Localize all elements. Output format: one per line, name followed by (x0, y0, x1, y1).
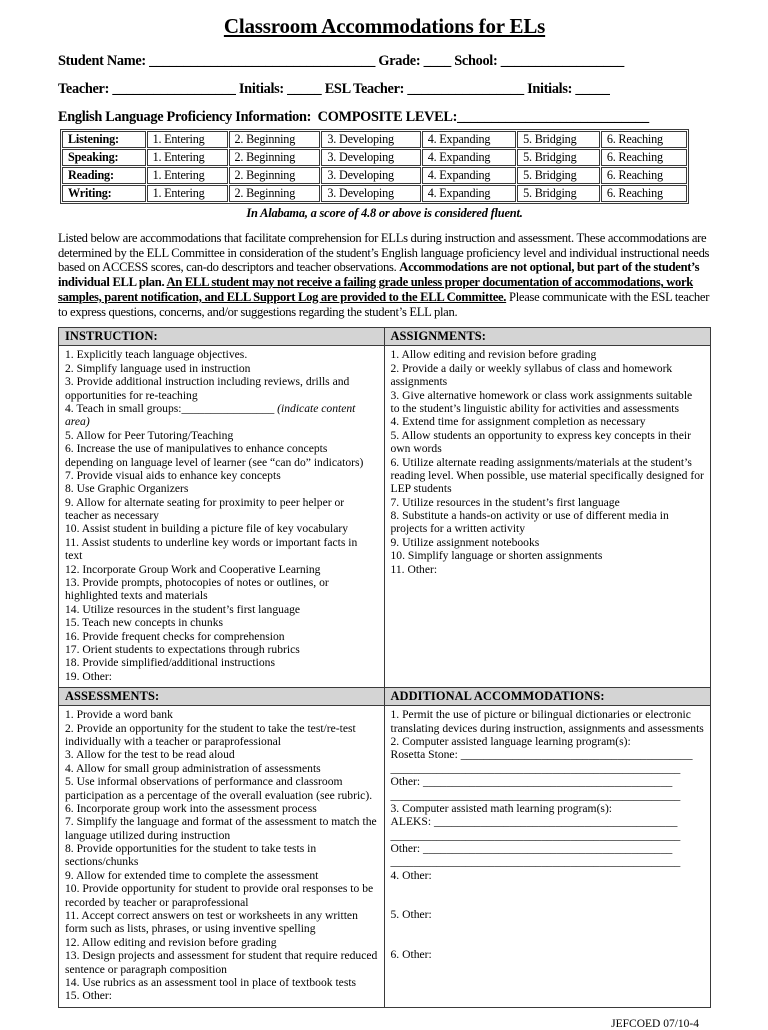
proficiency-row (62, 131, 687, 148)
document-footer: JEFCOED 07/10-4 (611, 1017, 699, 1030)
list-item: 2. Provide a daily or weekly syllabus of class and homework assignments (390, 361, 673, 389)
list-item: 15. Teach new concepts in chunks (65, 616, 224, 630)
list-item: 5. Allow for Peer Tutoring/Teaching (65, 428, 234, 442)
list-item: Other: ___________________________________________ (390, 842, 673, 856)
proficiency-row (62, 167, 687, 184)
proficiency-level-cell: 1. Entering (147, 185, 228, 202)
list-item-italic-note: (indicate content area) (65, 401, 356, 429)
proficiency-level-cell: 3. Developing (321, 185, 420, 202)
section-header-instruction: INSTRUCTION: (59, 328, 385, 346)
proficiency-level-cell: 6. Reaching (601, 167, 687, 184)
list-item: ALEKS: __________________________________________ (390, 815, 678, 829)
list-item: 3. Give alternative homework or class work assignments suitable to the student’s linguistic ability for activities and assessments (390, 388, 693, 415)
list-item: 6. Utilize alternate reading assignments/materials at the student’s reading level. When possible, use material specifically designed for LEP students (390, 455, 704, 496)
list-item: 9. Utilize assignment notebooks (390, 535, 540, 549)
intro-bold: Accommodations are not optional, but part of the student’s individual ELL plan. (58, 260, 700, 290)
proficiency-level-cell: 6. Reaching (601, 185, 687, 202)
student-info-line-2 (58, 81, 711, 98)
blank-line: ____ (423, 53, 451, 69)
instruction-list (59, 346, 385, 688)
list-item: 1. Provide a word bank (65, 708, 173, 722)
accommodations-table (58, 327, 711, 1007)
blank-line: _________________________________ (149, 53, 376, 69)
field-label: Student Name: (58, 53, 150, 69)
proficiency-level-cell: 3. Developing (321, 131, 420, 148)
intro-normal-2: Please communicate with the ESL teacher to express questions, concerns, and/or suggestions regarding the student’s ELL plan. (58, 289, 710, 319)
list-item: 8. Use Graphic Organizers (65, 482, 189, 496)
list-item: 5. Use informal observations of performance and classroom participation as a percentage of the overall evaluation (see rubric). (65, 775, 373, 802)
list-item: 3. Allow for the test to be read aloud (65, 748, 235, 762)
section-header-assessments: ASSESSMENTS: (59, 688, 385, 706)
list-item: 14. Utilize resources in the student’s first language (65, 602, 301, 616)
list-item: 12. Incorporate Group Work and Cooperative Learning (65, 562, 321, 576)
list-item: 18. Provide simplified/additional instructions (65, 656, 275, 670)
proficiency-level-cell: 2. Beginning (229, 131, 321, 148)
proficiency-level-cell: 3. Developing (321, 149, 420, 166)
section-header-additional: ADDITIONAL ACCOMMODATIONS: (385, 688, 711, 706)
proficiency-level-cell: 3. Developing (321, 167, 420, 184)
list-item: 1. Allow editing and revision before grading (390, 348, 597, 362)
proficiency-level-cell: 5. Bridging (517, 131, 600, 148)
proficiency-row-label: Speaking: (62, 149, 146, 166)
proficiency-row-label: Listening: (62, 131, 146, 148)
list-item: 7. Utilize resources in the student’s first language (390, 495, 620, 509)
assessments-list (59, 706, 385, 1007)
proficiency-heading-label: English Language Proficiency Information: COMPOSITE LEVEL: (58, 109, 458, 125)
list-item: __________________________________________________ (390, 855, 681, 869)
proficiency-heading (58, 109, 711, 126)
list-item: Rosetta Stone: ________________________________________ (390, 748, 693, 762)
proficiency-level-cell: 4. Expanding (422, 131, 516, 148)
assignments-list (385, 346, 711, 688)
list-item: __________________________________________________ (390, 788, 681, 802)
list-item: 13. Provide prompts, photocopies of notes or outlines, or highlighted texts and materials (65, 576, 329, 603)
list-item: 11. Assist students to underline key words or important facts in text (65, 535, 358, 563)
proficiency-level-cell: 1. Entering (147, 149, 228, 166)
proficiency-level-cell: 4. Expanding (422, 149, 516, 166)
proficiency-level-cell: 6. Reaching (601, 149, 687, 166)
proficiency-level-cell: 1. Entering (147, 167, 228, 184)
list-item: 8. Provide opportunities for the student to take tests in sections/chunks (65, 842, 317, 869)
list-item: 5. Other: (390, 908, 432, 922)
fluency-note: In Alabama, a score of 4.8 or above is considered fluent. (246, 206, 523, 220)
list-item: 4. Other: (390, 868, 432, 882)
list-item: 10. Simplify language or shorten assignments (390, 549, 603, 563)
list-item: 11. Other: (390, 562, 438, 576)
student-info-block (58, 53, 711, 98)
list-item: Other: ___________________________________________ (390, 775, 673, 789)
proficiency-level-cell: 2. Beginning (229, 185, 321, 202)
blank-line: _____ (287, 81, 322, 97)
list-item: 7. Simplify the language and format of the assessment to match the language utilized during instruction (65, 815, 377, 842)
proficiency-level-cell: 5. Bridging (517, 149, 600, 166)
field-label: Initials: (527, 81, 576, 97)
list-item: 2. Provide an opportunity for the student to take the test/re-test individually with a teacher or paraprofessional (65, 721, 356, 748)
list-item: 3. Provide additional instruction including reviews, drills and opportunities for re-teaching (65, 375, 350, 402)
proficiency-table (60, 129, 689, 204)
proficiency-row-label: Writing: (62, 185, 146, 202)
field-label: Teacher: (58, 81, 113, 97)
list-item: 2. Simplify language used in instruction (65, 361, 251, 375)
proficiency-row (62, 185, 687, 202)
list-item: 15. Other: (65, 989, 113, 1003)
list-item: 6. Other: (390, 947, 432, 961)
field-label: School: (454, 53, 501, 69)
proficiency-level-cell: 4. Expanding (422, 185, 516, 202)
proficiency-level-cell: 4. Expanding (422, 167, 516, 184)
list-item: 4. Teach in small groups:________________ (indicate content area) (65, 401, 356, 429)
proficiency-heading-blank: ____________________________ (457, 109, 649, 125)
list-item: 4. Extend time for assignment completion as necessary (390, 415, 646, 429)
section-header-assignments: ASSIGNMENTS: (385, 328, 711, 346)
intro-bold-underline: An ELL student may not receive a failing grade unless proper documentation of accommodations, work samples, parent notification, and ELL Support Log are provided to the ELL Committee. (58, 275, 693, 304)
page-title: Classroom Accommodations for ELs (223, 14, 546, 38)
list-item: 12. Allow editing and revision before grading (65, 935, 277, 949)
list-item: 6. Increase the use of manipulatives to enhance concepts depending on language level of learner (see “can do” indicators) (65, 442, 364, 469)
blank-line: _________________ (407, 81, 524, 97)
list-item: 9. Allow for alternate seating for proximity to peer helper or teacher as necessary (65, 495, 345, 523)
list-item: 10. Provide opportunity for student to provide oral responses to be recorded by teacher or paraprofessional (65, 882, 374, 909)
field-label: Initials: (238, 81, 288, 97)
additional-list (385, 706, 711, 1007)
field-label: ESL Teacher: (324, 81, 408, 97)
intro-normal-1: Listed below are accommodations that facilitate comprehension for ELLs during instruction and assessment. These accommodations are determined by the ELL Committee in consideration of the student’s English language proficiency level and individual instructional needs based on ACCESS scores, can-do descriptors and teacher observations. (58, 231, 710, 275)
student-info-line-1 (58, 53, 711, 70)
proficiency-row (62, 149, 687, 166)
proficiency-level-cell: 2. Beginning (229, 149, 321, 166)
list-item: 3. Computer assisted math learning program(s): (390, 801, 613, 815)
proficiency-level-cell: 2. Beginning (229, 167, 321, 184)
list-item: __________________________________________________ (390, 828, 681, 842)
list-item: 6. Incorporate group work into the assessment process (65, 801, 317, 815)
list-item: 9. Allow for extended time to complete the assessment (65, 868, 319, 882)
list-item: __________________________________________________ (390, 761, 681, 775)
list-item: 13. Design projects and assessment for student that require reduced sentence or paragraph composition (65, 949, 378, 976)
list-item: 16. Provide frequent checks for comprehension (65, 629, 285, 643)
list-item: 19. Other: (65, 669, 113, 683)
list-item: 14. Use rubrics as an assessment tool in place of textbook tests (65, 975, 357, 989)
blank-line: _____ (575, 81, 610, 97)
list-item: 1. Explicitly teach language objectives. (65, 348, 248, 362)
list-item: 7. Provide visual aids to enhance key concepts (65, 468, 281, 482)
list-item: 17. Orient students to expectations through rubrics (65, 643, 300, 656)
proficiency-row-label: Reading: (62, 167, 146, 184)
intro-paragraph (58, 231, 711, 319)
field-label: Grade: (378, 53, 424, 69)
blank-line: __________________ (112, 81, 236, 97)
list-item: 2. Computer assisted language learning program(s): (390, 734, 631, 748)
proficiency-level-cell: 6. Reaching (601, 131, 687, 148)
blank-line: __________________ (500, 53, 624, 69)
proficiency-level-cell: 5. Bridging (517, 185, 600, 202)
list-item: 1. Permit the use of picture or bilingual dictionaries or electronic translating devices during instruction, assignments and assessments (390, 708, 704, 735)
list-item: 8. Substitute a hands-on activity or use of different media in projects for a written activity (390, 509, 669, 536)
list-item: 11. Accept correct answers on test or worksheets in any written form such as lists, phrases, or using inventive spelling (65, 909, 358, 936)
list-item: 4. Allow for small group administration of assessments (65, 761, 321, 775)
list-item: 5. Allow students an opportunity to express key concepts in their own words (390, 428, 691, 456)
proficiency-level-cell: 5. Bridging (517, 167, 600, 184)
proficiency-level-cell: 1. Entering (147, 131, 228, 148)
list-item: 10. Assist student in building a picture file of key vocabulary (65, 522, 349, 536)
